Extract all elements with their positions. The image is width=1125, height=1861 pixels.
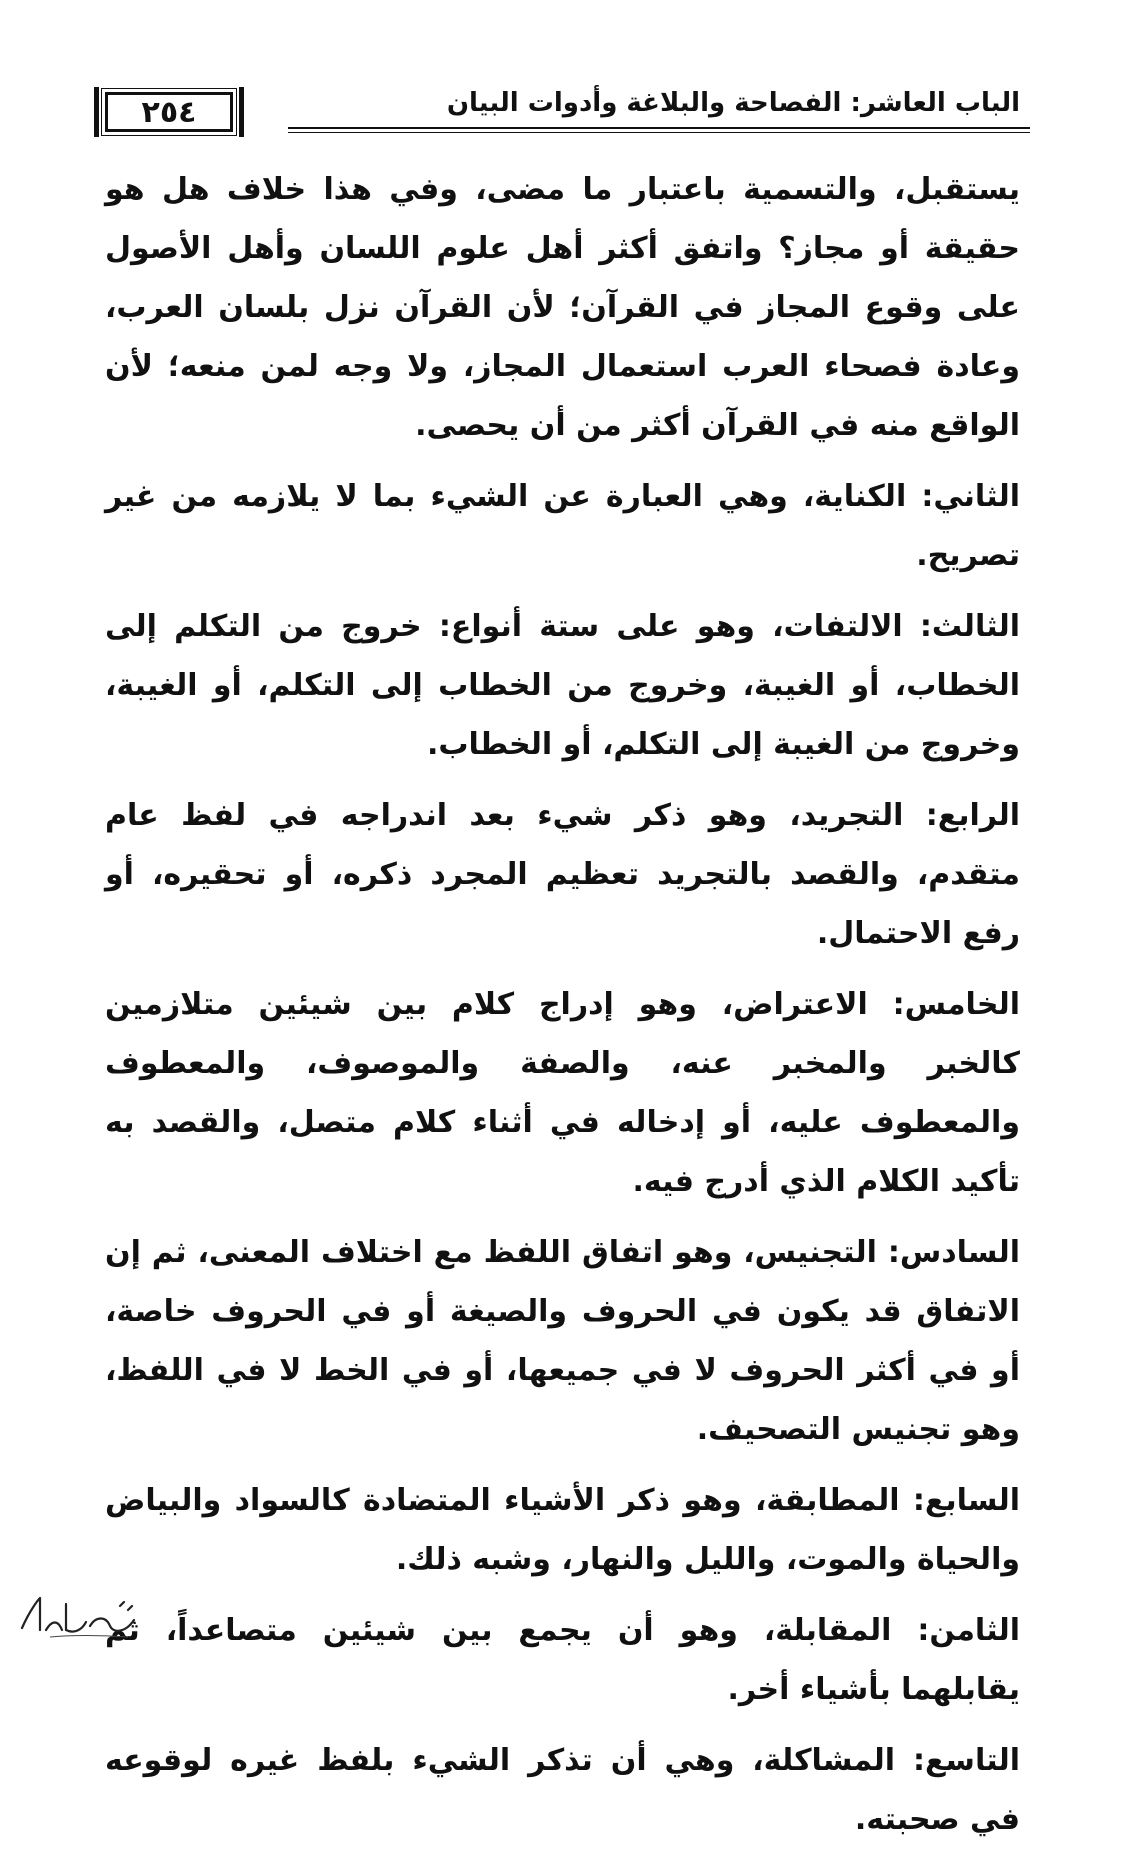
paragraph-mushakala: التاسع: المشاكلة، وهي أن تذكر الشيء بلفظ غيره لوقوعه في صحبته. (105, 1743, 1020, 1837)
header-rule (288, 127, 1030, 129)
paragraph-mutabaqa: السابع: المطابقة، وهو ذكر الأشياء المتضادة كالسواد والبياض والحياة والموت، والليل والنهار، وشبه ذلك. (105, 1483, 1020, 1577)
watermark-calligraphy-icon (10, 1590, 150, 1642)
header-rule-thin (288, 132, 1030, 133)
body-text (105, 160, 1020, 1861)
paragraph-muqabala: الثامن: المقابلة، وهو أن يجمع بين شيئين متصاعداً، ثم يقابلهما بأشياء أخر. (105, 1613, 1020, 1707)
paragraph-iltifat: الثالث: الالتفات، وهو على ستة أنواع: خروج من التكلم إلى الخطاب، أو الغيبة، وخروج من الخطاب إلى التكلم، أو الغيبة، وخروج من الغيبة إلى التكلم، أو الخطاب. (105, 609, 1020, 762)
paragraph-itirad: الخامس: الاعتراض، وهو إدراج كلام بين شيئين متلازمين كالخبر والمخبر عنه، والصفة والموصوف، والمعطوف والمعطوف عليه، أو إدخاله في أثناء كلام متصل، والقصد به تأكيد الكلام الذي أدرج فيه. (105, 987, 1020, 1199)
paragraph-continuation: يستقبل، والتسمية باعتبار ما مضى، وفي هذا خلاف هل هو حقيقة أو مجاز؟ واتفق أكثر أهل علوم اللسان وأهل الأصول على وقوع المجاز في القرآن؛ لأن القرآن نزل بلسان العرب، وعادة فصحاء العرب استعمال المجاز، ولا وجه لمن منعه؛ لأن الواقع منه في القرآن أكثر من أن يحصى. (105, 172, 1020, 443)
page-number-frame (105, 92, 233, 132)
paragraph-tajrid: الرابع: التجريد، وهو ذكر شيء بعد اندراجه في لفظ عام متقدم، والقصد بالتجريد تعظيم المجرد ذكره، أو تحقيره، أو رفع الاحتمال. (105, 798, 1020, 951)
running-title: الباب العاشر: الفصاحة والبلاغة وأدوات البيان (446, 88, 1020, 118)
paragraph-kinaya: الثاني: الكناية، وهي العبارة عن الشيء بما لا يلازمه من غير تصريح. (105, 479, 1020, 573)
page-header (105, 80, 1020, 142)
paragraph-tajnis: السادس: التجنيس، وهو اتفاق اللفظ مع اختلاف المعنى، ثم إن الاتفاق قد يكون في الحروف والصيغة أو في الحروف خاصة، أو في أكثر الحروف لا في جميعها، أو في الخط لا في اللفظ، وهو تجنيس التصحيف. (105, 1235, 1020, 1447)
page-number: ٢٥٤ (141, 94, 197, 130)
watermark-logo (10, 1590, 150, 1642)
